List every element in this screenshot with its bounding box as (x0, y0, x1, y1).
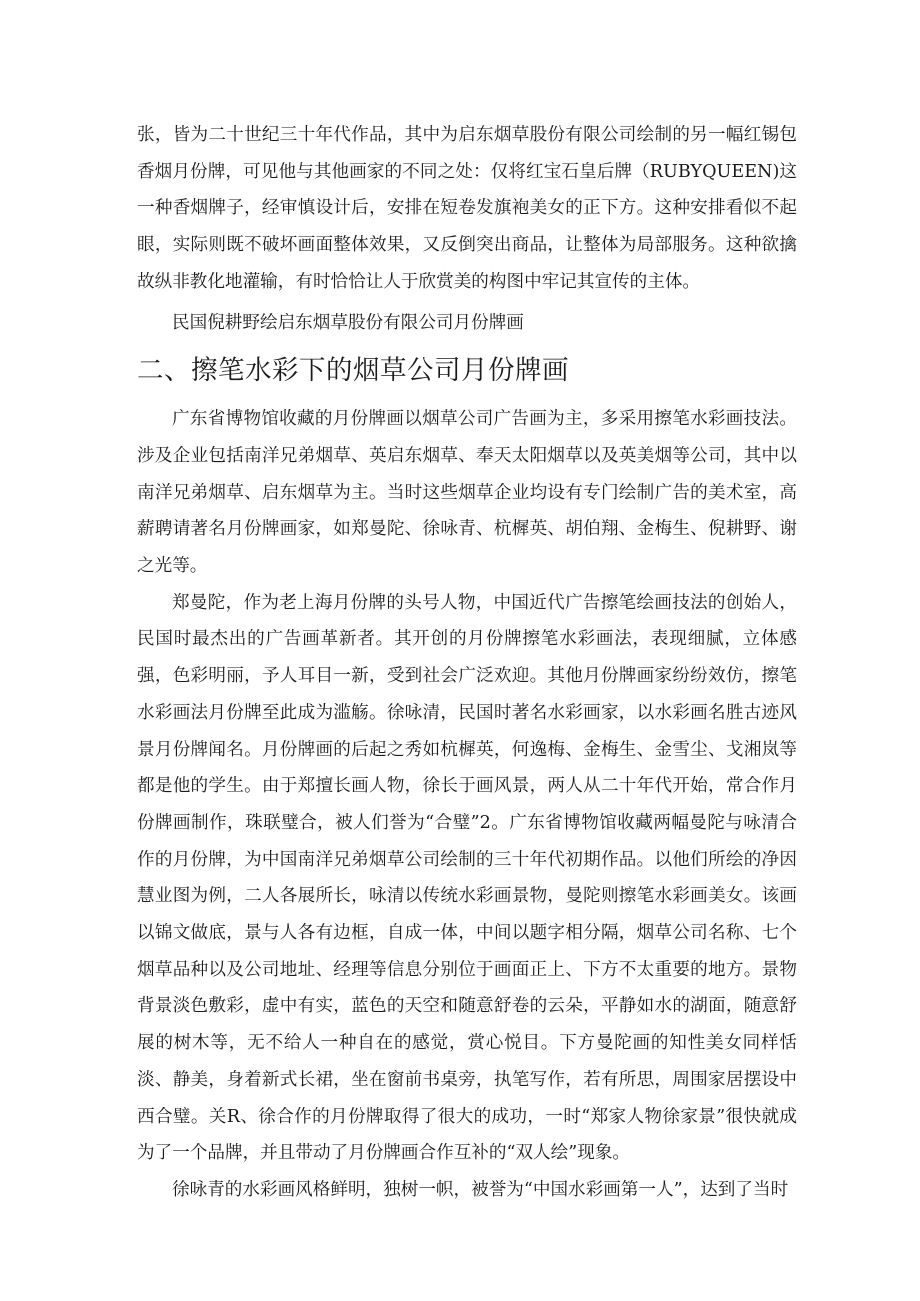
paragraph-zheng-mantuo: 郑曼陀，作为老上海月份牌的头号人物，中国近代广告擦笔绘画技法的创始人，民国时最杰出的广告画革新者。其开创的月份牌擦笔水彩画法，表现细腻，立体感强，色彩明丽，予人耳目一新，受到社会广泛欢迎。其他月份牌画家纷纷效仿，擦笔水彩画法月份牌至此成为滥觞。徐咏清，民国时著名水彩画家，以水彩画名胜古迹风景月份牌闻名。月份牌画的后起之秀如杭樨英，何逸梅、金梅生、金雪尘、戈湘岚等都是他的学生。由于郑擅长画人物，徐长于画风景，两人从二十年代开始，常合作月份牌画制作，珠联璧合，被人们誉为“合璧”2。广东省博物馆收藏两幅曼陀与咏清合作的月份牌，为中国南洋兄弟烟草公司绘制的三十年代初期作品。以他们所绘的净因慧业图为例，二人各展所长，咏清以传统水彩画景物，曼陀则擦笔水彩画美女。该画以锦文做底，景与人各有边框，自成一体，中间以题字相分隔，烟草公司名称、七个烟草品种以及公司地址、经理等信息分别位于画面正上、下方不太重要的地方。景物背景淡色敷彩，虚中有实，蓝色的天空和随意舒卷的云朵，平静如水的湖面，随意舒展的树木等，无不给人一种自在的感觉，赏心悦目。下方曼陀画的知性美女同样恬淡、静美，身着新式长裙，坐在窗前书桌旁，执笔写作，若有所思，周围家居摆设中西合璧。关R、徐合作的月份牌取得了很大的成功，一时“郑家人物徐家景”很快就成为了一个品牌，并且带动了月份牌画合作互补的“双人绘”现象。 (137, 592, 797, 1164)
paragraph-xu-yongqing: 徐咏青的水彩画风格鲜明，独树一帜，被誉为“中国水彩画第一人”，达到了当时 (172, 1179, 789, 1200)
section-heading: 二、擦笔水彩下的烟草公司月份牌画 (137, 355, 569, 387)
figure-caption: 民国倪耕野绘启东烟草股份有限公司月份牌画 (172, 312, 524, 333)
paragraph-tobacco-companies: 广东省博物馆收藏的月份牌画以烟草公司广告画为主，多采用擦笔水彩画技法。涉及企业包括南洋兄弟烟草、英启东烟草、奉天太阳烟草以及英美烟等公司，其中以南洋兄弟烟草、启东烟草为主。当时这些烟草企业均设有专门绘制广告的美术室，高薪聘请著名月份牌画家，如郑曼陀、徐咏青、杭樨英、胡伯翔、金梅生、倪耕野、谢之光等。 (137, 409, 797, 577)
document-body (137, 117, 797, 1209)
paragraph-continuation: 张，皆为二十世纪三十年代作品，其中为启东烟草股份有限公司绘制的另一幅红锡包香烟月份牌，可见他与其他画家的不同之处：仅将红宝石皇后牌（RUBYQUEEN)这一种香烟牌子，经审慎设计后，安排在短卷发旗袍美女的正下方。这种安排看似不起眼，实际则既不破坏画面整体效果，又反倒突出商品，让整体为局部服务。这种欲擒故纵非教化地灌输，有时恰恰让人于欣赏美的构图中牢记其宣传的主体。 (137, 125, 797, 292)
